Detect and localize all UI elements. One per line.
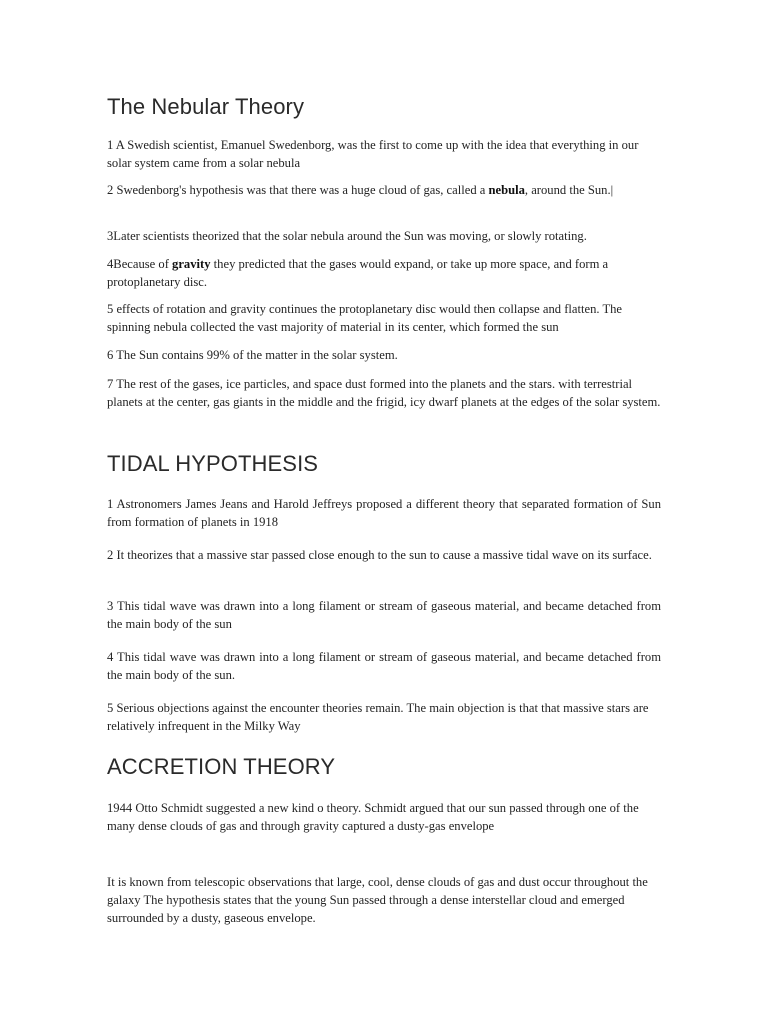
nebular-p2-before: 2 Swedenborg's hypothesis was that there was a huge cloud of gas, called a: [107, 183, 489, 197]
section-title-nebular: The Nebular Theory: [107, 94, 305, 119]
nebular-paragraph-4: [107, 255, 661, 291]
nebular-paragraph-6: 6 The Sun contains 99% of the matter in the solar system.: [107, 348, 398, 362]
nebular-p4-after: they predicted that the gases would expand, or take up more space, and form a protoplanetary disc.: [107, 257, 609, 289]
nebular-paragraph-5: 5 effects of rotation and gravity continues the protoplanetary disc would then collapse and flatten. The spinning nebula collected the vast majority of material in its center, which formed the sun: [107, 302, 623, 334]
section-title-tidal: TIDAL HYPOTHESIS: [107, 451, 319, 476]
tidal-paragraph-4: 4 This tidal wave was drawn into a long filament or stream of gaseous material, and became detached from the main body of the sun.: [107, 650, 661, 682]
section-title-accretion: ACCRETION THEORY: [107, 754, 336, 779]
nebular-p4-before: 4Because of: [107, 257, 173, 271]
nebular-paragraph-3: 3Later scientists theorized that the solar nebula around the Sun was moving, or slowly rotating.: [107, 229, 587, 243]
accretion-paragraph-2: It is known from telescopic observations that large, cool, dense clouds of gas and dust occur throughout the galaxy The hypothesis states that the young Sun passed through a dense interstellar cloud and emerged surrounded by a dusty, gaseous envelope.: [107, 875, 648, 925]
nebular-paragraph-1: 1 A Swedish scientist, Emanuel Swedenborg, was the first to come up with the idea that everything in our solar system came from a solar nebula: [107, 138, 639, 170]
nebula-bold-term: nebula: [488, 183, 525, 197]
tidal-paragraph-3: 3 This tidal wave was drawn into a long filament or stream of gaseous material, and became detached from the main body of the sun: [107, 599, 661, 631]
nebular-paragraph-2: [107, 181, 661, 199]
tidal-paragraph-2: 2 It theorizes that a massive star passed close enough to the sun to cause a massive tidal wave on its surface.: [107, 548, 652, 562]
nebular-p2-after: , around the Sun.: [524, 183, 611, 197]
text-cursor: |: [610, 183, 614, 197]
accretion-paragraph-1: 1944 Otto Schmidt suggested a new kind o theory. Schmidt argued that our sun passed through one of the many dense clouds of gas and through gravity captured a dusty-gas envelope: [107, 801, 639, 833]
gravity-bold-term: gravity: [172, 257, 211, 271]
nebular-paragraph-7: 7 The rest of the gases, ice particles, and space dust formed into the planets and the stars. with terrestrial planets at the center, gas giants in the middle and the frigid, icy dwarf planets at the edges of the solar system.: [107, 377, 661, 409]
tidal-paragraph-1: 1 Astronomers James Jeans and Harold Jeffreys proposed a different theory that separated formation of Sun from formation of planets in 1918: [107, 497, 661, 529]
tidal-paragraph-5: 5 Serious objections against the encounter theories remain. The main objection is that that massive stars are relatively infrequent in the Milky Way: [107, 701, 649, 733]
